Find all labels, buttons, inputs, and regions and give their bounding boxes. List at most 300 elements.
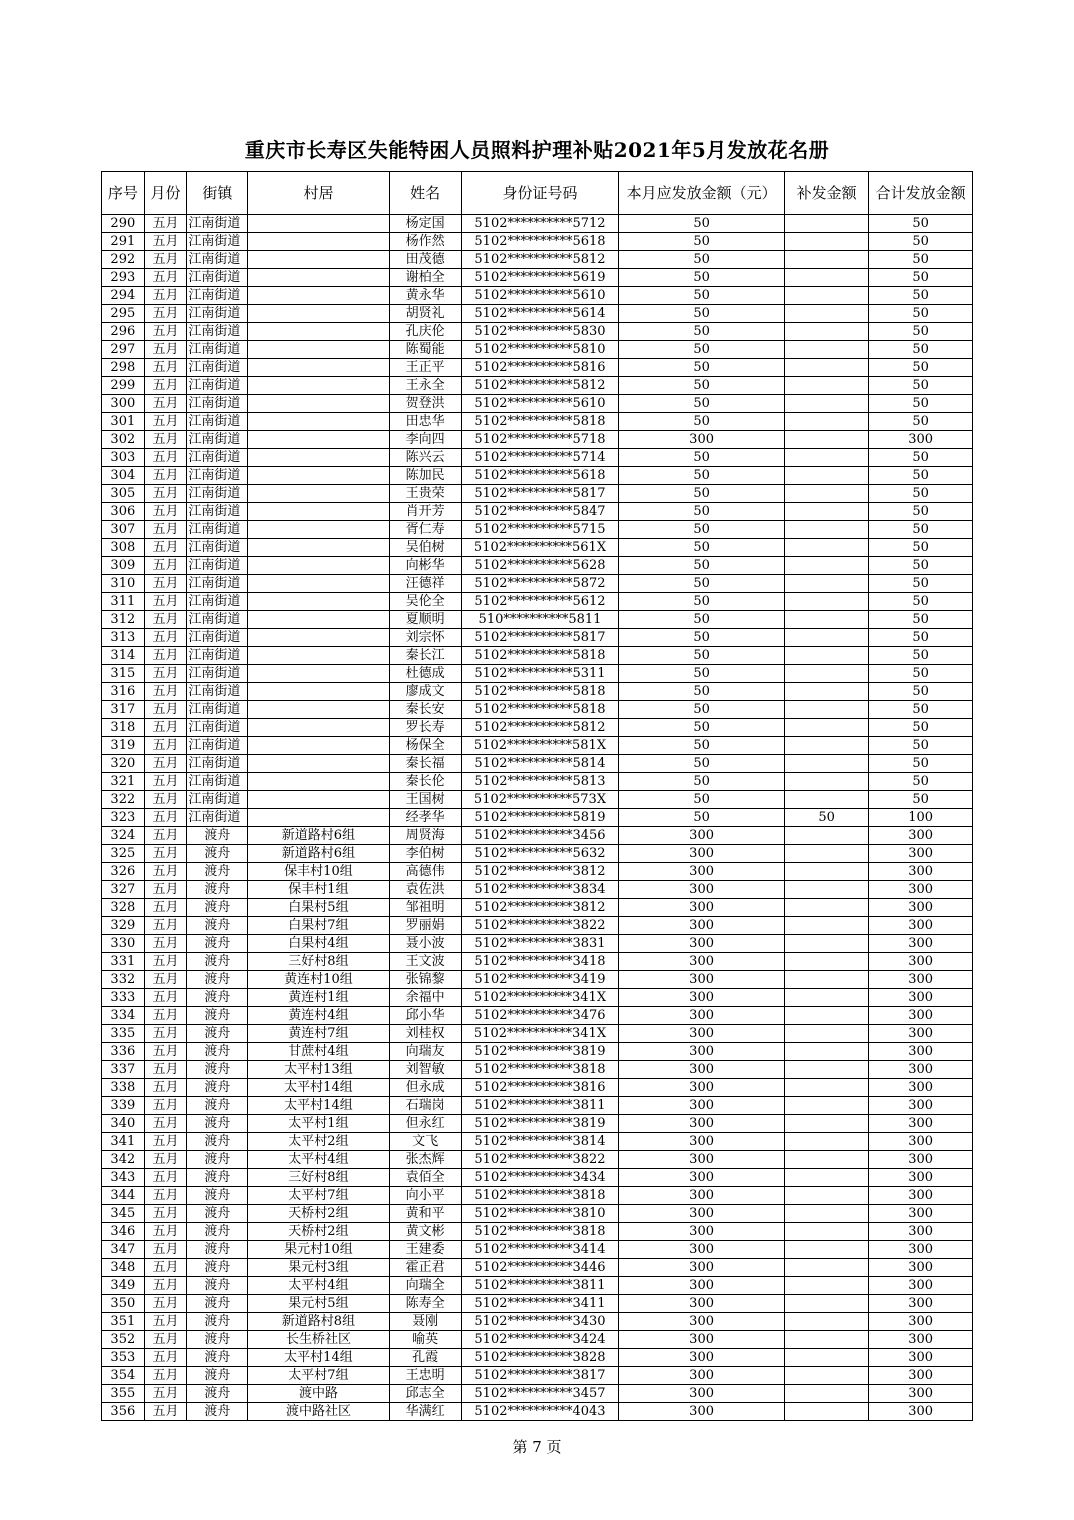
cell-total-amount: 300 — [869, 863, 973, 881]
cell-street: 渡舟 — [187, 1169, 248, 1187]
cell-street: 渡舟 — [187, 863, 248, 881]
page-title: 重庆市长寿区失能特困人员照料护理补贴2021年5月发放花名册 — [244, 138, 830, 162]
cell-village — [248, 395, 389, 413]
roster-body — [102, 215, 973, 1421]
cell-supplement-amount — [784, 755, 868, 773]
table-row — [102, 1367, 973, 1385]
table-row — [102, 1169, 973, 1187]
cell-index: 315 — [102, 665, 145, 683]
cell-name: 张杰辉 — [389, 1151, 461, 1169]
cell-street: 江南街道 — [187, 629, 248, 647]
cell-village — [248, 377, 389, 395]
cell-supplement-amount — [784, 1349, 868, 1367]
cell-street: 江南街道 — [187, 665, 248, 683]
cell-index: 333 — [102, 989, 145, 1007]
header-cell-month: 月份 — [144, 172, 187, 215]
cell-supplement-amount — [784, 935, 868, 953]
cell-name: 吴伯树 — [389, 539, 461, 557]
cell-total-amount: 300 — [869, 935, 973, 953]
cell-village — [248, 557, 389, 575]
cell-name: 黄文彬 — [389, 1223, 461, 1241]
cell-month: 五月 — [144, 809, 187, 827]
table-row — [102, 989, 973, 1007]
cell-village: 白果村5组 — [248, 899, 389, 917]
cell-month: 五月 — [144, 1313, 187, 1331]
cell-index: 302 — [102, 431, 145, 449]
cell-street: 渡舟 — [187, 1115, 248, 1133]
table-row — [102, 395, 973, 413]
cell-id-number: 5102**********5715 — [461, 521, 619, 539]
cell-index: 335 — [102, 1025, 145, 1043]
cell-supplement-amount — [784, 1025, 868, 1043]
cell-id-number: 5102**********3818 — [461, 1223, 619, 1241]
cell-id-number: 5102**********3834 — [461, 881, 619, 899]
cell-street: 渡舟 — [187, 1295, 248, 1313]
cell-index: 351 — [102, 1313, 145, 1331]
cell-index: 312 — [102, 611, 145, 629]
cell-month: 五月 — [144, 827, 187, 845]
cell-village: 太平村2组 — [248, 1133, 389, 1151]
cell-village: 果元村5组 — [248, 1295, 389, 1313]
cell-name: 谢柏全 — [389, 269, 461, 287]
cell-id-number: 5102**********3828 — [461, 1349, 619, 1367]
cell-village — [248, 251, 389, 269]
cell-total-amount: 50 — [869, 719, 973, 737]
cell-street: 渡舟 — [187, 1385, 248, 1403]
cell-name: 胥仁寿 — [389, 521, 461, 539]
cell-street: 渡舟 — [187, 1349, 248, 1367]
cell-monthly-amount: 300 — [619, 989, 785, 1007]
cell-street: 江南街道 — [187, 737, 248, 755]
table-row — [102, 1223, 973, 1241]
cell-index: 294 — [102, 287, 145, 305]
table-row — [102, 809, 973, 827]
cell-id-number: 5102**********5618 — [461, 233, 619, 251]
cell-supplement-amount — [784, 629, 868, 647]
cell-month: 五月 — [144, 449, 187, 467]
cell-id-number: 5102**********3446 — [461, 1259, 619, 1277]
table-row — [102, 1097, 973, 1115]
cell-total-amount: 50 — [869, 629, 973, 647]
cell-id-number: 5102**********3411 — [461, 1295, 619, 1313]
cell-id-number: 5102**********5610 — [461, 287, 619, 305]
cell-village — [248, 737, 389, 755]
cell-index: 354 — [102, 1367, 145, 1385]
cell-supplement-amount — [784, 737, 868, 755]
table-row — [102, 1205, 973, 1223]
cell-village: 保丰村10组 — [248, 863, 389, 881]
cell-name: 陈寿全 — [389, 1295, 461, 1313]
cell-supplement-amount — [784, 827, 868, 845]
cell-index: 339 — [102, 1097, 145, 1115]
header-cell-index: 序号 — [102, 172, 145, 215]
cell-total-amount: 50 — [869, 287, 973, 305]
cell-name: 黄永华 — [389, 287, 461, 305]
cell-month: 五月 — [144, 881, 187, 899]
cell-village — [248, 503, 389, 521]
cell-monthly-amount: 50 — [619, 467, 785, 485]
cell-month: 五月 — [144, 593, 187, 611]
cell-total-amount: 50 — [869, 305, 973, 323]
cell-id-number: 5102**********573X — [461, 791, 619, 809]
table-row — [102, 1349, 973, 1367]
cell-month: 五月 — [144, 251, 187, 269]
cell-total-amount: 50 — [869, 341, 973, 359]
cell-index: 338 — [102, 1079, 145, 1097]
cell-month: 五月 — [144, 647, 187, 665]
table-row — [102, 413, 973, 431]
cell-index: 349 — [102, 1277, 145, 1295]
cell-monthly-amount: 50 — [619, 773, 785, 791]
cell-name: 陈蜀能 — [389, 341, 461, 359]
cell-name: 秦长安 — [389, 701, 461, 719]
cell-index: 355 — [102, 1385, 145, 1403]
cell-index: 341 — [102, 1133, 145, 1151]
cell-name: 王文波 — [389, 953, 461, 971]
cell-monthly-amount: 50 — [619, 251, 785, 269]
cell-village: 新道路村8组 — [248, 1313, 389, 1331]
table-row — [102, 1259, 973, 1277]
cell-month: 五月 — [144, 233, 187, 251]
cell-total-amount: 300 — [869, 1079, 973, 1097]
cell-index: 309 — [102, 557, 145, 575]
cell-name: 王贵荣 — [389, 485, 461, 503]
cell-total-amount: 300 — [869, 1313, 973, 1331]
cell-monthly-amount: 50 — [619, 593, 785, 611]
cell-index: 331 — [102, 953, 145, 971]
cell-supplement-amount — [784, 647, 868, 665]
table-row — [102, 935, 973, 953]
cell-village: 太平村1组 — [248, 1115, 389, 1133]
cell-village — [248, 449, 389, 467]
cell-street: 江南街道 — [187, 647, 248, 665]
cell-street: 江南街道 — [187, 485, 248, 503]
cell-total-amount: 50 — [869, 251, 973, 269]
cell-name: 陈兴云 — [389, 449, 461, 467]
cell-month: 五月 — [144, 863, 187, 881]
cell-month: 五月 — [144, 575, 187, 593]
cell-village — [248, 521, 389, 539]
table-row — [102, 1295, 973, 1313]
table-row — [102, 269, 973, 287]
cell-index: 292 — [102, 251, 145, 269]
cell-village: 白果村7组 — [248, 917, 389, 935]
cell-street: 渡舟 — [187, 1133, 248, 1151]
cell-name: 刘宗怀 — [389, 629, 461, 647]
cell-street: 渡舟 — [187, 1403, 248, 1421]
table-row — [102, 503, 973, 521]
cell-village: 天桥村2组 — [248, 1223, 389, 1241]
table-row — [102, 287, 973, 305]
cell-name: 夏顺明 — [389, 611, 461, 629]
cell-id-number: 5102**********5813 — [461, 773, 619, 791]
table-row — [102, 1385, 973, 1403]
cell-total-amount: 300 — [869, 845, 973, 863]
cell-id-number: 5102**********3822 — [461, 917, 619, 935]
table-row — [102, 917, 973, 935]
cell-total-amount: 50 — [869, 791, 973, 809]
cell-street: 渡舟 — [187, 1259, 248, 1277]
table-row — [102, 1151, 973, 1169]
cell-index: 304 — [102, 467, 145, 485]
cell-supplement-amount — [784, 863, 868, 881]
cell-month: 五月 — [144, 1259, 187, 1277]
cell-index: 319 — [102, 737, 145, 755]
cell-street: 江南街道 — [187, 755, 248, 773]
cell-monthly-amount: 50 — [619, 755, 785, 773]
cell-monthly-amount: 300 — [619, 881, 785, 899]
cell-village: 太平村14组 — [248, 1097, 389, 1115]
cell-total-amount: 50 — [869, 323, 973, 341]
cell-id-number: 5102**********3418 — [461, 953, 619, 971]
table-row — [102, 1061, 973, 1079]
cell-index: 296 — [102, 323, 145, 341]
cell-supplement-amount — [784, 1241, 868, 1259]
cell-index: 300 — [102, 395, 145, 413]
cell-supplement-amount — [784, 305, 868, 323]
cell-name: 杨定国 — [389, 215, 461, 233]
cell-monthly-amount: 300 — [619, 1331, 785, 1349]
cell-month: 五月 — [144, 791, 187, 809]
cell-id-number: 5102**********5818 — [461, 683, 619, 701]
cell-id-number: 5102**********5311 — [461, 665, 619, 683]
cell-village: 三好村8组 — [248, 953, 389, 971]
cell-supplement-amount — [784, 557, 868, 575]
cell-total-amount: 50 — [869, 449, 973, 467]
header-cell-village: 村居 — [248, 172, 389, 215]
cell-supplement-amount — [784, 1367, 868, 1385]
cell-total-amount: 300 — [869, 989, 973, 1007]
cell-id-number: 5102**********3810 — [461, 1205, 619, 1223]
cell-name: 吴伦全 — [389, 593, 461, 611]
cell-id-number: 5102**********3414 — [461, 1241, 619, 1259]
cell-id-number: 5102**********3819 — [461, 1043, 619, 1061]
cell-total-amount: 50 — [869, 377, 973, 395]
cell-supplement-amount — [784, 359, 868, 377]
cell-street: 渡舟 — [187, 845, 248, 863]
cell-village — [248, 323, 389, 341]
table-row — [102, 1313, 973, 1331]
cell-index: 325 — [102, 845, 145, 863]
table-row — [102, 359, 973, 377]
table-row — [102, 863, 973, 881]
cell-monthly-amount: 300 — [619, 953, 785, 971]
cell-index: 326 — [102, 863, 145, 881]
cell-id-number: 5102**********3817 — [461, 1367, 619, 1385]
cell-village — [248, 593, 389, 611]
cell-id-number: 5102**********3822 — [461, 1151, 619, 1169]
cell-total-amount: 50 — [869, 611, 973, 629]
cell-supplement-amount — [784, 1385, 868, 1403]
cell-name: 秦长伦 — [389, 773, 461, 791]
cell-monthly-amount: 50 — [619, 269, 785, 287]
cell-name: 向瑞友 — [389, 1043, 461, 1061]
cell-village: 黄连村10组 — [248, 971, 389, 989]
cell-id-number: 5102**********5819 — [461, 809, 619, 827]
cell-street: 渡舟 — [187, 1367, 248, 1385]
cell-monthly-amount: 50 — [619, 737, 785, 755]
cell-name: 霍正君 — [389, 1259, 461, 1277]
cell-monthly-amount: 300 — [619, 1187, 785, 1205]
cell-name: 但永成 — [389, 1079, 461, 1097]
cell-monthly-amount: 300 — [619, 1079, 785, 1097]
cell-monthly-amount: 300 — [619, 1205, 785, 1223]
cell-supplement-amount — [784, 1277, 868, 1295]
cell-total-amount: 300 — [869, 1151, 973, 1169]
table-row — [102, 593, 973, 611]
cell-id-number: 5102**********3812 — [461, 899, 619, 917]
cell-total-amount: 300 — [869, 1205, 973, 1223]
cell-monthly-amount: 300 — [619, 1115, 785, 1133]
cell-total-amount: 50 — [869, 593, 973, 611]
cell-id-number: 5102**********3818 — [461, 1061, 619, 1079]
table-row — [102, 1043, 973, 1061]
cell-supplement-amount — [784, 341, 868, 359]
cell-name: 胡贤礼 — [389, 305, 461, 323]
cell-village — [248, 359, 389, 377]
table-row — [102, 629, 973, 647]
cell-supplement-amount — [784, 251, 868, 269]
cell-street: 渡舟 — [187, 1079, 248, 1097]
cell-village: 新道路村6组 — [248, 845, 389, 863]
cell-id-number: 5102**********5718 — [461, 431, 619, 449]
cell-name: 罗长寿 — [389, 719, 461, 737]
cell-index: 334 — [102, 1007, 145, 1025]
cell-street: 江南街道 — [187, 251, 248, 269]
cell-supplement-amount — [784, 881, 868, 899]
cell-id-number: 5102**********5830 — [461, 323, 619, 341]
cell-total-amount: 50 — [869, 755, 973, 773]
cell-id-number: 5102**********3424 — [461, 1331, 619, 1349]
cell-supplement-amount — [784, 1133, 868, 1151]
cell-index: 295 — [102, 305, 145, 323]
cell-id-number: 5102**********5817 — [461, 629, 619, 647]
cell-monthly-amount: 300 — [619, 917, 785, 935]
cell-month: 五月 — [144, 1295, 187, 1313]
cell-index: 344 — [102, 1187, 145, 1205]
cell-index: 324 — [102, 827, 145, 845]
cell-name: 向小平 — [389, 1187, 461, 1205]
cell-monthly-amount: 300 — [619, 1367, 785, 1385]
cell-village: 太平村7组 — [248, 1187, 389, 1205]
cell-village: 太平村13组 — [248, 1061, 389, 1079]
cell-street: 江南街道 — [187, 269, 248, 287]
cell-monthly-amount: 300 — [619, 935, 785, 953]
cell-monthly-amount: 50 — [619, 683, 785, 701]
cell-village: 太平村4组 — [248, 1151, 389, 1169]
cell-monthly-amount: 300 — [619, 827, 785, 845]
cell-supplement-amount — [784, 485, 868, 503]
cell-index: 352 — [102, 1331, 145, 1349]
cell-name: 喻英 — [389, 1331, 461, 1349]
cell-village — [248, 629, 389, 647]
cell-monthly-amount: 50 — [619, 413, 785, 431]
cell-month: 五月 — [144, 917, 187, 935]
table-row — [102, 431, 973, 449]
cell-street: 渡舟 — [187, 1331, 248, 1349]
cell-month: 五月 — [144, 467, 187, 485]
cell-village: 黄连村4组 — [248, 1007, 389, 1025]
cell-total-amount: 50 — [869, 269, 973, 287]
cell-month: 五月 — [144, 413, 187, 431]
cell-month: 五月 — [144, 845, 187, 863]
cell-monthly-amount: 300 — [619, 1169, 785, 1187]
cell-monthly-amount: 50 — [619, 575, 785, 593]
cell-village: 三好村8组 — [248, 1169, 389, 1187]
cell-index: 316 — [102, 683, 145, 701]
table-row — [102, 521, 973, 539]
cell-name: 杨作然 — [389, 233, 461, 251]
cell-index: 345 — [102, 1205, 145, 1223]
cell-month: 五月 — [144, 485, 187, 503]
cell-name: 张锦黎 — [389, 971, 461, 989]
cell-month: 五月 — [144, 1007, 187, 1025]
cell-name: 周贤海 — [389, 827, 461, 845]
cell-total-amount: 50 — [869, 701, 973, 719]
cell-month: 五月 — [144, 1205, 187, 1223]
cell-village: 白果村4组 — [248, 935, 389, 953]
table-row — [102, 539, 973, 557]
cell-monthly-amount: 300 — [619, 1403, 785, 1421]
cell-id-number: 5102**********5810 — [461, 341, 619, 359]
cell-monthly-amount: 50 — [619, 611, 785, 629]
roster-table — [101, 171, 973, 1421]
cell-street: 江南街道 — [187, 395, 248, 413]
table-row — [102, 665, 973, 683]
cell-street: 江南街道 — [187, 611, 248, 629]
cell-name: 廖成文 — [389, 683, 461, 701]
cell-street: 江南街道 — [187, 719, 248, 737]
cell-month: 五月 — [144, 899, 187, 917]
cell-name: 田忠华 — [389, 413, 461, 431]
table-row — [102, 467, 973, 485]
cell-name: 邱志全 — [389, 1385, 461, 1403]
cell-name: 华满红 — [389, 1403, 461, 1421]
cell-month: 五月 — [144, 1241, 187, 1259]
cell-id-number: 5102**********3814 — [461, 1133, 619, 1151]
cell-monthly-amount: 50 — [619, 503, 785, 521]
cell-id-number: 5102**********5618 — [461, 467, 619, 485]
cell-supplement-amount — [784, 215, 868, 233]
cell-street: 江南街道 — [187, 215, 248, 233]
cell-month: 五月 — [144, 719, 187, 737]
cell-index: 347 — [102, 1241, 145, 1259]
cell-supplement-amount — [784, 287, 868, 305]
cell-supplement-amount: 50 — [784, 809, 868, 827]
page-number: 第 7 页 — [512, 1438, 562, 1456]
cell-supplement-amount — [784, 773, 868, 791]
cell-total-amount: 50 — [869, 575, 973, 593]
cell-street: 江南街道 — [187, 233, 248, 251]
table-row — [102, 449, 973, 467]
table-row — [102, 323, 973, 341]
table-row — [102, 575, 973, 593]
cell-total-amount: 300 — [869, 899, 973, 917]
cell-name: 秦长福 — [389, 755, 461, 773]
cell-total-amount: 50 — [869, 467, 973, 485]
cell-village — [248, 233, 389, 251]
cell-month: 五月 — [144, 1133, 187, 1151]
cell-street: 江南街道 — [187, 539, 248, 557]
cell-monthly-amount: 300 — [619, 863, 785, 881]
cell-supplement-amount — [784, 1205, 868, 1223]
cell-index: 305 — [102, 485, 145, 503]
cell-village — [248, 809, 389, 827]
cell-name: 王建委 — [389, 1241, 461, 1259]
cell-street: 渡舟 — [187, 1151, 248, 1169]
cell-total-amount: 50 — [869, 539, 973, 557]
cell-street: 渡舟 — [187, 1223, 248, 1241]
